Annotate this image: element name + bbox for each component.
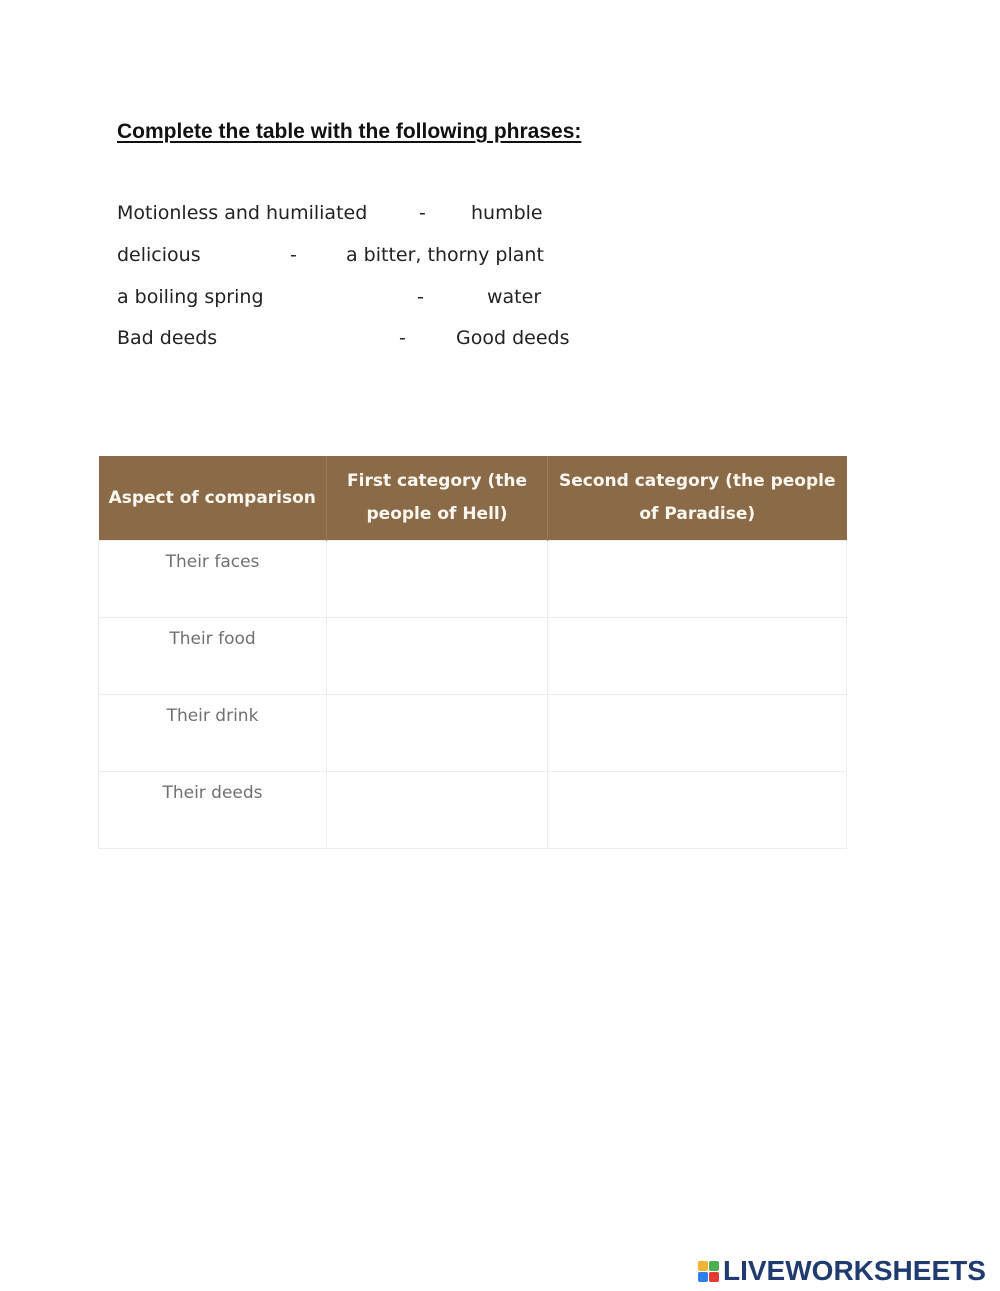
phrase-left: a boiling spring <box>117 286 264 308</box>
logo-square-yellow <box>698 1261 708 1271</box>
answer-cell-second[interactable] <box>548 618 847 695</box>
phrase-left: delicious <box>117 244 201 266</box>
phrase-separator: - <box>290 244 297 266</box>
header-first-category: First category (the people of Hell) <box>327 456 548 541</box>
phrase-right: Good deeds <box>456 327 570 349</box>
answer-cell-second[interactable] <box>548 695 847 772</box>
answer-cell-second[interactable] <box>548 541 847 618</box>
phrase-row <box>117 286 717 312</box>
answer-cell-first[interactable] <box>327 618 548 695</box>
aspect-cell: Their food <box>99 618 327 695</box>
aspect-cell: Their faces <box>99 541 327 618</box>
table-row <box>99 541 847 618</box>
logo-square-blue <box>698 1272 708 1282</box>
phrase-separator: - <box>419 202 426 224</box>
table-header-row <box>99 456 847 541</box>
logo-text: LIVEWORKSHEETS <box>723 1255 986 1286</box>
table-row <box>99 695 847 772</box>
phrase-separator: - <box>399 327 406 349</box>
logo-square-green <box>709 1261 719 1271</box>
phrase-right: a bitter, thorny plant <box>346 244 544 266</box>
phrase-row <box>117 244 717 270</box>
instruction-heading: Complete the table with the following phrases: <box>117 120 582 143</box>
answer-cell-first[interactable] <box>327 695 548 772</box>
aspect-cell: Their drink <box>99 695 327 772</box>
answer-cell-first[interactable] <box>327 541 548 618</box>
header-aspect: Aspect of comparison <box>99 456 327 541</box>
phrase-separator: - <box>417 286 424 308</box>
phrase-row <box>117 202 717 228</box>
header-second-category: Second category (the people of Paradise) <box>548 456 847 541</box>
phrase-left: Motionless and humiliated <box>117 202 368 224</box>
phrase-left: Bad deeds <box>117 327 218 349</box>
phrase-row <box>117 327 717 353</box>
aspect-cell: Their deeds <box>99 772 327 849</box>
liveworksheets-logo-icon <box>698 1261 719 1282</box>
phrase-right: humble <box>471 202 543 224</box>
logo-square-red <box>709 1272 719 1282</box>
comparison-table <box>98 456 847 849</box>
table-row <box>99 772 847 849</box>
phrase-right: water <box>487 286 542 308</box>
table-row <box>99 618 847 695</box>
answer-cell-second[interactable] <box>548 772 847 849</box>
liveworksheets-logo <box>698 1255 986 1287</box>
answer-cell-first[interactable] <box>327 772 548 849</box>
